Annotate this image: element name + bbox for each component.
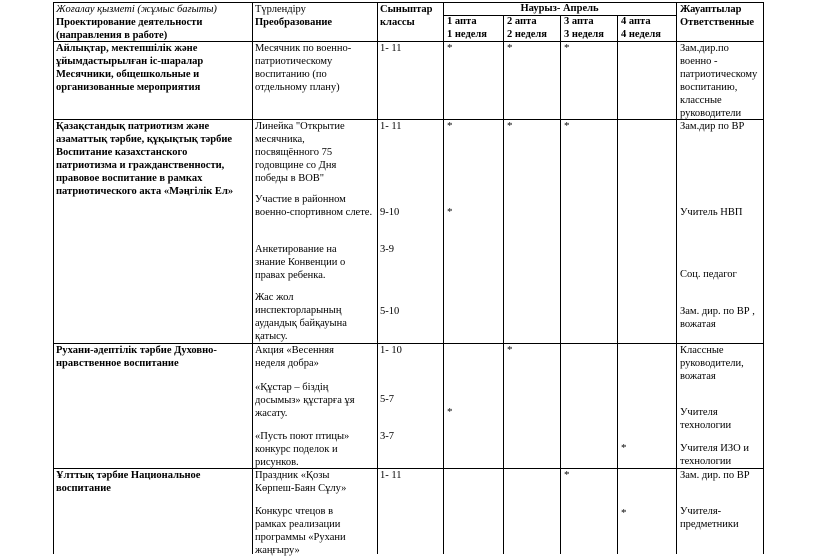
header-activity [255,3,375,29]
row-2-activity-3: Анкетирование на знание Конвенции о правах ребенка. [255,244,346,281]
row-1-mark-w2: * [507,42,513,54]
row-2-classes-3: 3-9 [380,244,394,255]
row-3-activity-2: «Құстар – біздің досымыз» құстарға ұя жасату. [255,382,355,419]
header-classes-kz: Сыныптар [380,4,433,15]
row-2-responsible-2: Учитель НВП [680,207,743,218]
row-2-activity-1: Линейка "Открытие месячника, посвящённого 75 годовщине со Дня победы в ВОВ" [255,121,345,184]
row-3-responsible-1: Классные руководители, вожатая [680,345,744,382]
row-4-responsible-1: Зам. дир. по ВР [680,470,750,481]
row-2-mark-1-w2: * [507,120,513,132]
header-classes [380,3,442,29]
row-3-responsible-2: Учителя технологии [680,407,732,431]
row-2-activity-4: Жас жол инспекторларының аудандық байқауына қатысу. [255,292,347,342]
header-classes-ru: классы [380,17,415,28]
header-responsible: Жауаптылар Ответственные [680,4,755,28]
header-activity-ru: Преобразование [255,17,333,28]
row-2-activity-2: Участие в районном военно-спортивном слете. [255,194,373,218]
header-week-2: 2 апта 2 неделя [507,16,547,40]
row-1-mark-w3: * [564,42,570,54]
row-4-responsible-2: Учителя-предметники [680,506,739,530]
header-period: Наурыз- Апрель [520,3,599,14]
row-3-mark-1-w2: * [507,344,513,356]
row-2-mark-1-w3: * [564,120,570,132]
row-2-responsible-4: Зам. дир. по ВР , вожатая [680,306,755,330]
row-3-activity-1: Акция «Весенняя неделя добра» [255,345,334,369]
row-2-direction: Қазақстандық патриотизм және азаматтық тәрбие, құқықтық тәрбие Воспитание казахстанского патриотизма и гражданственности, правовое воспитание в рамках патриотического акта «Мәңгілік Ел» [56,121,234,197]
row-3-mark-2-w1: * [447,406,453,418]
row-2-classes-4: 5-10 [380,306,400,317]
header-week-4: 4 апта 4 неделя [621,16,661,40]
row-4-mark-1-w3: * [564,469,570,481]
row-1-responsible: Зам.дир.по военно - патриотическому воспитанию, классные руководители [680,43,758,119]
header-week-3: 3 апта 3 неделя [564,16,604,40]
header-activity-kz: Түрлендіру [255,4,306,15]
row-3-mark-3-w4: * [621,442,627,454]
row-4-mark-2-w4: * [621,507,627,519]
row-3-classes-2: 5-7 [380,394,394,405]
row-4-classes-1: 1- 11 [380,470,402,481]
row-2-responsible-3: Соц. педагог [680,269,737,280]
header-week-1: 1 апта 1 неделя [447,16,487,40]
row-2-mark-2-w1: * [447,206,453,218]
row-4-activity-1: Праздник «Қозы Көрпеш-Баян Сұлу» [255,470,347,494]
row-3-direction: Рухани-әдептілік тәрбие Духовно- нравственное воспитание [56,345,217,369]
row-1-direction: Айлықтар, мектепшілік және ұйымдастырылған іс-шаралар Месячники, общешкольные и организованные мероприятия [56,43,204,93]
header-direction [56,3,250,42]
row-1-activity: Месячник по военно-патриотическому воспитанию (по отдельному плану) [255,43,352,93]
row-3-responsible-3: Учителя ИЗО и технологии [680,443,749,467]
row-3-classes-1: 1- 10 [380,345,402,356]
row-2-responsible-1: Зам.дир по ВР [680,121,745,132]
row-1-classes: 1- 11 [380,43,402,54]
row-4-direction: Ұлттық тәрбие Национальное воспитание [56,470,201,494]
row-1-mark-w1: * [447,42,453,54]
header-direction-ru: Проектирование деятельности (направления в работе) [56,17,203,41]
row-3-activity-3: «Пусть поют птицы» конкурс поделок и рисунков. [255,431,350,468]
row-3-classes-3: 3-7 [380,431,394,442]
row-2-classes-1: 1- 11 [380,121,402,132]
header-direction-kz: Жоғалау қызметі (жұмыс бағыты) [56,4,217,15]
row-4-activity-2: Конкурс чтецов в рамках реализации программы «Рухани жаңғыру» [255,506,346,556]
row-2-mark-1-w1: * [447,120,453,132]
row-2-classes-2: 9-10 [380,207,400,218]
